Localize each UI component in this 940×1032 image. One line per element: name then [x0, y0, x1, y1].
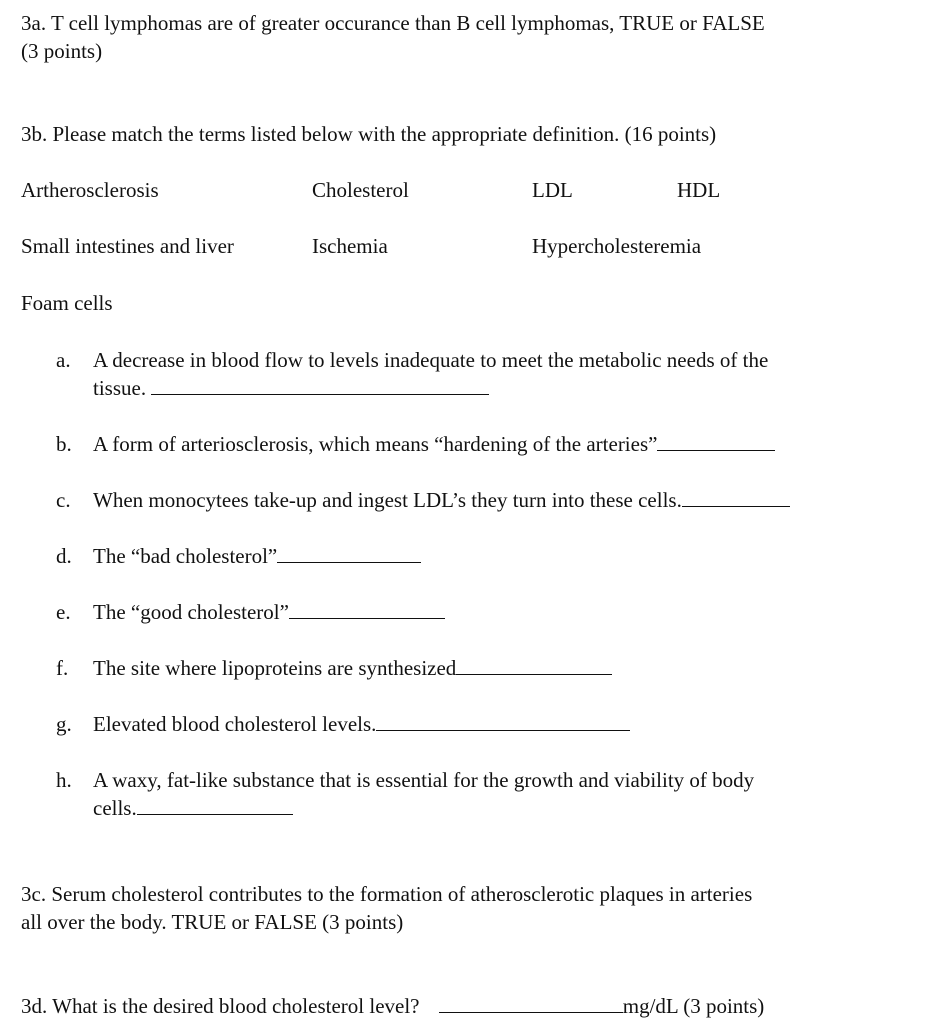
definition-label: a.: [56, 348, 71, 372]
definition-text: tissue.: [93, 376, 152, 400]
term-cholesterol: Cholesterol: [312, 178, 409, 202]
answer-blank[interactable]: [277, 544, 421, 563]
definition-h-cont: [93, 794, 293, 822]
definition-text: The “bad cholesterol”: [93, 544, 278, 568]
definition-text: The “good cholesterol”: [93, 600, 289, 624]
term-ischemia: Ischemia: [312, 234, 388, 258]
definition-label: g.: [56, 712, 72, 736]
definition-label: h.: [56, 768, 72, 792]
definition-d: [56, 542, 421, 570]
question-3c-line1: 3c. Serum cholesterol contributes to the formation of atherosclerotic plaques in arteries: [21, 882, 753, 906]
definition-label: e.: [56, 600, 71, 624]
definition-f: [56, 654, 612, 682]
definition-text: The site where lipoproteins are synthesized: [93, 656, 457, 680]
definition-label: b.: [56, 432, 72, 456]
answer-blank[interactable]: [151, 376, 489, 395]
definition-text: A decrease in blood flow to levels inadequate to meet the metabolic needs of the: [93, 348, 769, 372]
answer-blank[interactable]: [682, 488, 790, 507]
definition-label: c.: [56, 488, 71, 512]
definition-g: [56, 710, 630, 738]
definition-a: [56, 346, 768, 374]
definition-text: A waxy, fat-like substance that is essential for the growth and viability of body: [93, 768, 755, 792]
definition-b: [56, 430, 775, 458]
question-3c-line2: all over the body. TRUE or FALSE (3 points): [21, 910, 404, 934]
definition-e: [56, 598, 445, 626]
term-artherosclerosis: Artherosclerosis: [21, 178, 159, 202]
question-3b-prompt: 3b. Please match the terms listed below with the appropriate definition. (16 points): [21, 122, 717, 146]
definition-label: d.: [56, 544, 72, 568]
question-3a-line1: 3a. T cell lymphomas are of greater occurance than B cell lymphomas, TRUE or FALSE: [21, 11, 765, 35]
definition-text: When monocytees take-up and ingest LDL’s they turn into these cells.: [93, 488, 682, 512]
term-foam-cells: Foam cells: [21, 291, 113, 315]
term-small-intestines-liver: Small intestines and liver: [21, 234, 234, 258]
definition-text: cells.: [93, 796, 137, 820]
term-hypercholesteremia: Hypercholesteremia: [532, 234, 702, 258]
definition-c: [56, 486, 790, 514]
answer-blank[interactable]: [456, 656, 612, 675]
definition-label: f.: [56, 656, 69, 680]
answer-blank[interactable]: [657, 432, 775, 451]
question-3d: [21, 992, 764, 1020]
term-hdl: HDL: [677, 178, 721, 202]
answer-blank[interactable]: [137, 796, 293, 815]
answer-blank[interactable]: [289, 600, 445, 619]
answer-blank[interactable]: [439, 994, 623, 1013]
term-ldl: LDL: [532, 178, 573, 202]
definition-text: Elevated blood cholesterol levels.: [93, 712, 377, 736]
definition-text: A form of arteriosclerosis, which means “hardening of the arteries”: [93, 432, 658, 456]
answer-blank[interactable]: [376, 712, 630, 731]
question-3d-text: 3d. What is the desired blood cholesterol level?: [21, 994, 420, 1018]
question-3a-line2: (3 points): [21, 39, 103, 63]
definition-h: [56, 766, 754, 794]
question-3d-unit: mg/dL (3 points): [622, 994, 765, 1018]
definition-a-cont: [93, 374, 489, 402]
